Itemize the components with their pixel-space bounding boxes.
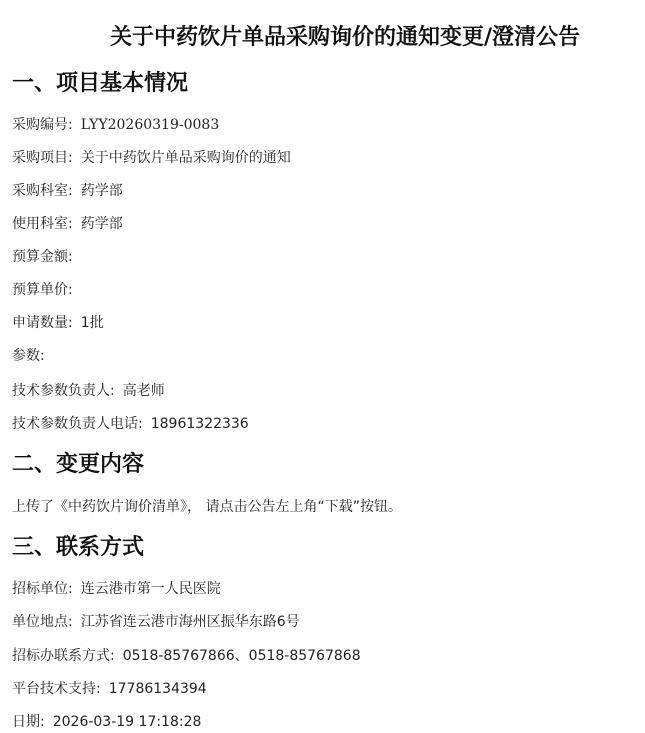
info-label: 使用科室: <box>12 216 73 232</box>
info-value: 1批 <box>80 315 104 331</box>
info-label: 技术参数负责人: <box>12 383 115 399</box>
info-value: 高老师 <box>122 383 165 399</box>
contact-value: 连云港市第一人民医院 <box>80 581 221 597</box>
info-row-purchase-project <box>12 147 291 169</box>
contact-row-platform-support <box>12 678 207 700</box>
contact-value: 江苏省连云港市海州区振华东路6号 <box>80 614 300 630</box>
contact-label: 招标单位: <box>12 581 73 597</box>
info-row-tech-contact <box>12 380 165 402</box>
info-label: 采购科室: <box>12 183 73 199</box>
contact-label: 平台技术支持: <box>12 681 101 697</box>
info-label: 采购项目: <box>12 150 73 166</box>
info-row-budget-amount <box>12 246 81 268</box>
info-value: 药学部 <box>80 216 123 232</box>
info-row-using-department <box>12 213 123 235</box>
contact-row-tender-unit <box>12 578 221 600</box>
contact-label: 单位地点: <box>12 614 73 630</box>
section-heading-project-info: 一、项目基本情况 <box>12 71 189 96</box>
contact-value: 2026-03-19 17:18:28 <box>52 714 202 730</box>
info-row-quantity <box>12 312 104 334</box>
info-row-parameters <box>12 345 53 367</box>
info-label: 预算金额: <box>12 249 73 265</box>
info-label: 预算单价: <box>12 282 73 298</box>
contact-value: 0518-85767866、0518-85767868 <box>122 648 361 664</box>
page-title: 关于中药饮片单品采购询价的通知变更/澄清公告 <box>109 25 581 50</box>
contact-row-tender-office-phone <box>12 645 361 667</box>
info-row-purchase-number <box>12 114 219 136</box>
contact-row-address <box>12 611 300 633</box>
info-row-budget-unit-price <box>12 279 81 301</box>
section-heading-contact: 三、联系方式 <box>12 535 145 560</box>
info-row-purchase-department <box>12 180 123 202</box>
info-value: 18961322336 <box>150 416 249 432</box>
info-label: 技术参数负责人电话: <box>12 416 143 432</box>
info-value: 药学部 <box>80 183 123 199</box>
info-value: 关于中药饮片单品采购询价的通知 <box>80 150 291 166</box>
info-row-tech-contact-phone <box>12 413 249 435</box>
contact-label: 招标办联系方式: <box>12 648 115 664</box>
contact-label: 日期: <box>12 714 45 730</box>
change-description: 上传了《中药饮片询价清单》， 请点击公告左上角“下载”按钮。 <box>12 499 402 515</box>
info-label: 采购编号: <box>12 117 73 133</box>
section-heading-changes: 二、变更内容 <box>12 452 145 477</box>
info-label: 申请数量: <box>12 315 73 331</box>
info-label: 参数: <box>12 348 45 364</box>
info-value: LYY20260319-0083 <box>80 117 220 133</box>
contact-row-date <box>12 711 201 733</box>
contact-value: 17786134394 <box>108 681 207 697</box>
